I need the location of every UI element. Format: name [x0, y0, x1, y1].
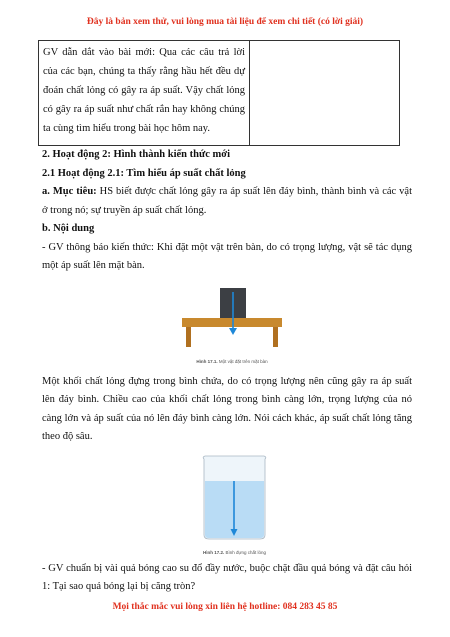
table-leg-right: [273, 327, 278, 347]
intro-table-cell: GV dẫn dắt vào bài mới: Qua các câu trả lời của các bạn, chúng ta thấy rằng hầu hết đều dự đoán chất lỏng có gây ra áp suất. Vậy chất lỏng có gây ra áp suất như chất rắn hay không chúng ta cùng tìm hiểu trong bài học hôm nay.: [39, 41, 250, 145]
paragraph-1: - GV thông báo kiến thức: Khi đặt một vật trên bàn, do có trọng lượng, vật sẽ tác dụng một áp suất lên mặt bàn.: [42, 241, 412, 271]
figure-17-1: [182, 284, 282, 369]
subactivity-heading: 2.1 Hoạt động 2.1: Tìm hiểu áp suất chất lỏng: [42, 167, 246, 179]
table-top: [182, 318, 282, 327]
intro-table: [38, 40, 400, 146]
figure-17-2-area: [42, 447, 412, 560]
paragraph-3: - GV chuẩn bị vài quả bóng cao su đổ đầy nước, buộc chặt đầu quả bóng và đặt câu hỏi 1: Tại sao quả bóng lại bị căng tròn?: [42, 562, 412, 592]
preview-banner: Đây là bản xem thử, vui lòng mua tài liệu để xem chi tiết (có lời giải): [86, 17, 364, 27]
figure-17-2-caption: Hình 17.2. Bình đựng chất lỏng: [202, 550, 267, 555]
figure-17-2: [192, 451, 277, 556]
hotline-banner: Mọi thắc mắc vui lòng xin liên hệ hotline: 084 283 45 85: [112, 602, 338, 612]
goal-label: a. Mục tiêu:: [42, 186, 97, 197]
intro-table-empty-cell: [250, 41, 399, 145]
goal-text: HS biết được chất lỏng gây ra áp suất lên đáy bình, thành bình và các vật ở trong nó; sự truyền áp suất chất lỏng.: [42, 186, 412, 216]
content-label: b. Nội dung: [42, 223, 95, 234]
paragraph-2: Một khối chất lỏng đựng trong bình chứa, do có trọng lượng nên cũng gây ra áp suất lên đáy bình. Chiều cao của khối chất lỏng trong bình càng lớn, trọng lượng của nó càng lớn và áp suất của nó lên đáy bình càng lớn. Nói cách khác, áp suất chất lỏng tăng theo độ sâu.: [42, 375, 412, 442]
goal-paragraph: [42, 183, 412, 220]
object-on-table-image: [182, 284, 282, 352]
document-body: [42, 146, 412, 597]
figure-17-1-caption: Hình 17.1. Một vật đặt trên mặt bàn: [196, 359, 268, 364]
figure-17-1-area: [42, 276, 412, 373]
table-leg-left: [186, 327, 191, 347]
activity-heading: 2. Hoạt động 2: Hình thành kiến thức mới: [42, 149, 231, 160]
liquid-container-image: [192, 451, 277, 543]
